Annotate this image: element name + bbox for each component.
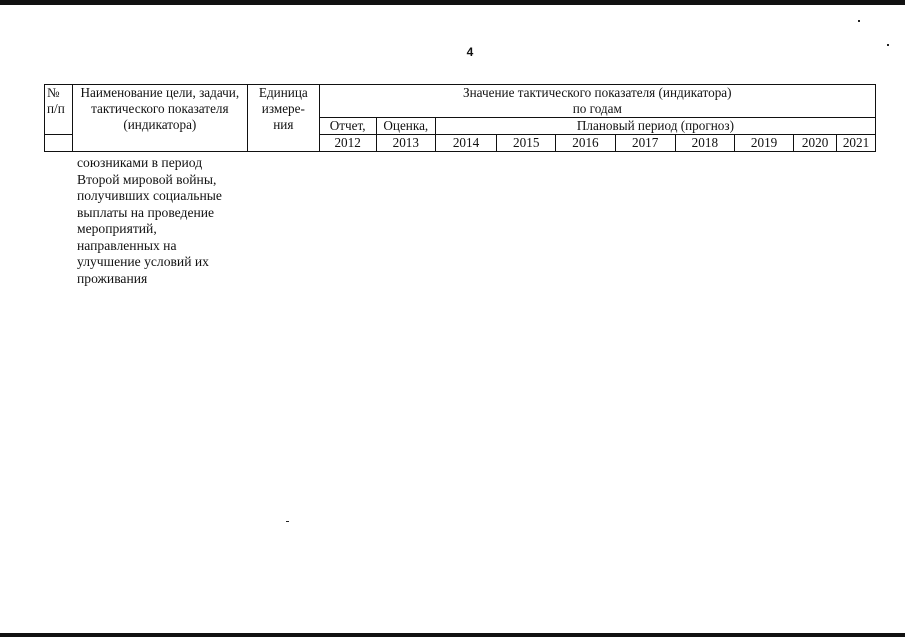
- column-header-number: № п/п: [45, 85, 73, 135]
- continuation-line: получивших социальные: [77, 188, 222, 203]
- year-cell: 2012: [319, 135, 376, 152]
- page-number: 4: [466, 45, 474, 59]
- continuation-line: улучшение условий их: [77, 254, 209, 269]
- year-cell: 2016: [556, 135, 615, 152]
- year-cell: 2019: [734, 135, 793, 152]
- scan-speck: [286, 521, 289, 522]
- values-header-subtitle: по годам: [572, 101, 622, 116]
- continuation-line: союзниками в период: [77, 155, 203, 170]
- bottom-rule: [0, 633, 905, 637]
- header-row-1: [45, 85, 876, 118]
- plan-period-header: Плановый период (прогноз): [435, 118, 875, 135]
- indicator-table: [44, 84, 876, 152]
- column-header-unit: Единица измере- ния: [248, 85, 319, 152]
- year-cell: 2017: [615, 135, 675, 152]
- year-cell: 2014: [435, 135, 496, 152]
- year-cell: 2020: [794, 135, 837, 152]
- year-cell: 2015: [497, 135, 556, 152]
- continuation-line: Второй мировой войны,: [77, 171, 217, 187]
- column-header-estimate: Оценка,: [376, 118, 435, 135]
- values-header: [319, 85, 875, 118]
- indicator-name-continuation: [77, 155, 247, 287]
- column-header-report: Отчет,: [319, 118, 376, 135]
- year-cell: 2013: [376, 135, 435, 152]
- top-rule: [0, 0, 905, 5]
- continuation-line: мероприятий,: [77, 221, 157, 236]
- values-header-title: Значение тактического показателя (индикатора): [463, 85, 732, 100]
- scan-speck: [887, 44, 889, 46]
- scan-speck: [858, 20, 860, 22]
- column-header-name: Наименование цели, задачи, тактического показателя (индикатора): [72, 85, 248, 152]
- continuation-line: проживания: [77, 270, 148, 286]
- number-column-spacer: [45, 135, 73, 152]
- continuation-line: направленных на: [77, 237, 177, 253]
- continuation-line: выплаты на проведение: [77, 204, 215, 220]
- year-cell: 2018: [675, 135, 734, 152]
- year-cell: 2021: [837, 135, 876, 152]
